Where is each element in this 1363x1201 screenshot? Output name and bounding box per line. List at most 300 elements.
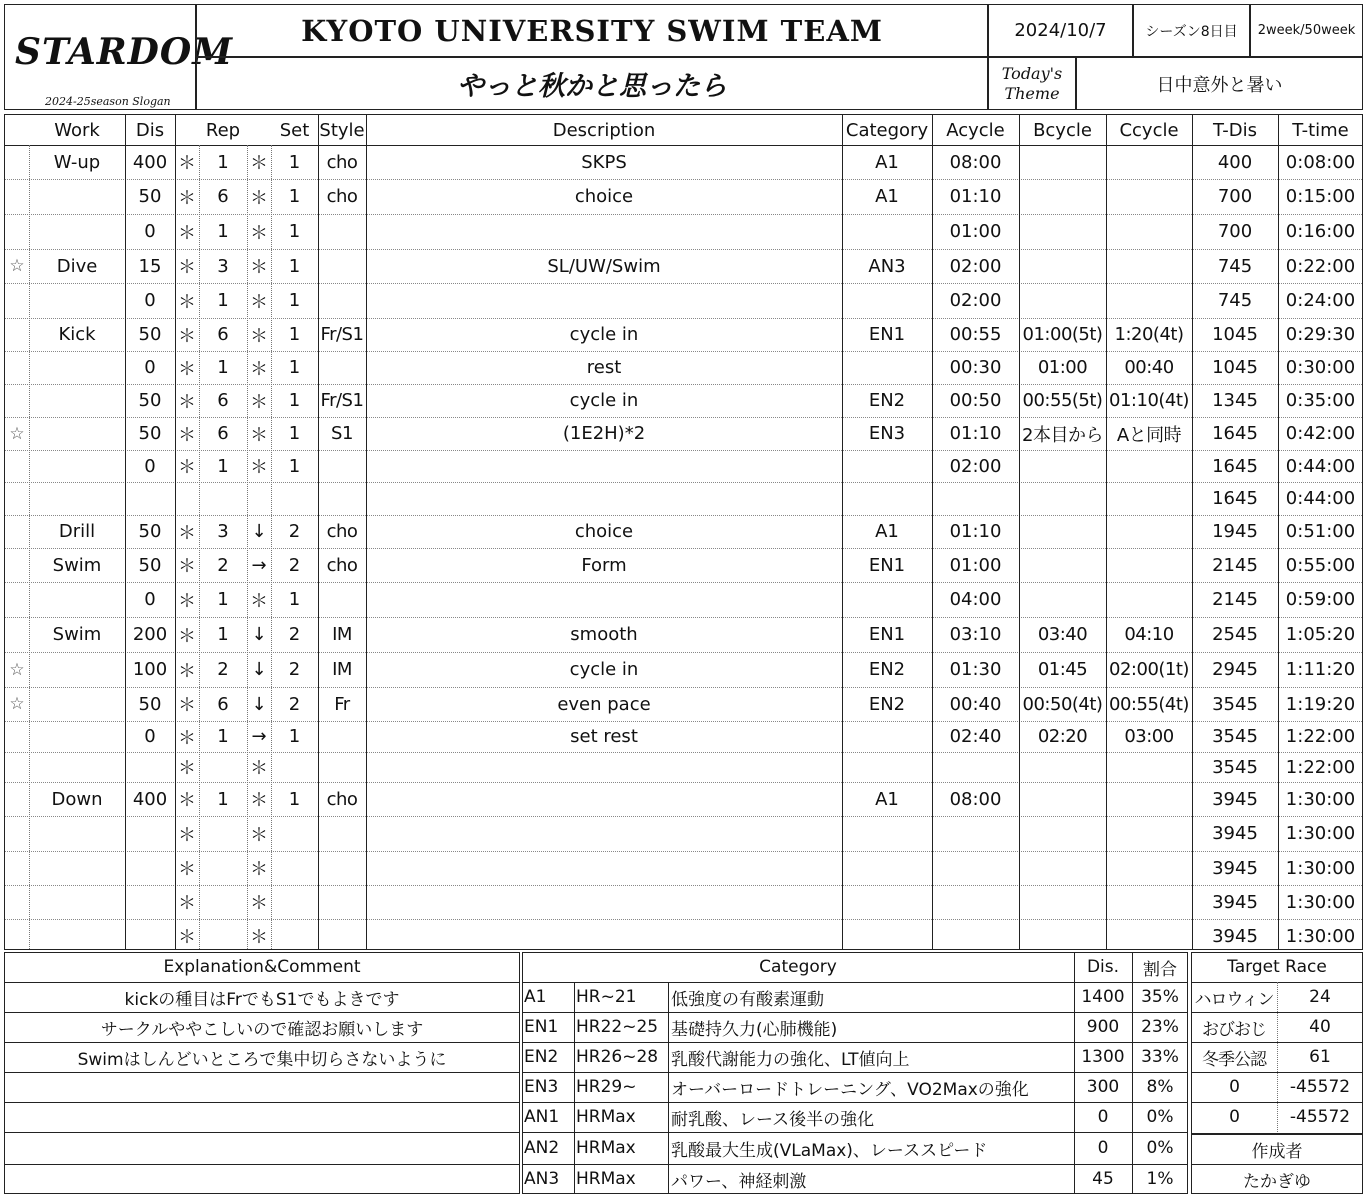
row-19-work	[29, 752, 125, 782]
row-13-a: 01:00	[949, 554, 1002, 576]
row-15-ttime: 1:05:20	[1285, 624, 1356, 645]
row-1-op1: ＊	[178, 153, 196, 174]
row-10-set: 1	[288, 455, 301, 477]
row-20-c	[1106, 782, 1192, 816]
row-20-rep: 1	[217, 788, 229, 810]
target-race-days-2: 40	[1309, 1017, 1331, 1037]
row-9-cat: EN3	[868, 423, 906, 444]
row-22-star	[5, 851, 29, 885]
row-18-star	[5, 721, 29, 752]
grid-line	[4, 1072, 520, 1073]
column-divider	[175, 115, 176, 949]
row-21-star	[5, 816, 29, 851]
row-19-ttime: 1:22:00	[1285, 756, 1356, 778]
row-20-set: 1	[288, 788, 301, 810]
row-11-c	[1106, 482, 1192, 515]
row-9-star: ☆	[9, 423, 25, 444]
row-23-style	[318, 885, 366, 919]
category-desc-EN2: 乳酸代謝能力の強化、LT値向上	[671, 1049, 910, 1070]
row-16-b: 01:45	[1037, 659, 1088, 680]
row-7-b: 01:00	[1037, 357, 1088, 378]
row-6-rep: 6	[217, 324, 229, 345]
row-9-set: 1	[288, 423, 301, 444]
row-6-set: 1	[288, 324, 301, 345]
col-acycle-header: Acycle	[946, 119, 1005, 141]
col-bcycle-header: Bcycle	[1033, 119, 1092, 141]
explanation-title: Explanation&Comment	[163, 957, 361, 977]
row-17-op1: ＊	[178, 695, 196, 716]
row-5-c	[1106, 283, 1192, 318]
row-1-rep: 1	[217, 151, 229, 173]
row-13-work: Swim	[52, 554, 102, 576]
row-3-op1: ＊	[178, 222, 196, 244]
row-8-op2: ＊	[250, 391, 268, 413]
row-20-star	[5, 782, 29, 816]
row-15-style: IM	[332, 624, 352, 645]
category-hr-EN1: HR22~25	[576, 1017, 659, 1037]
row-15-desc: smooth	[570, 624, 638, 645]
row-4-style	[318, 249, 366, 283]
row-22-ttime: 1:30:00	[1285, 857, 1356, 879]
row-10-tdis: 1645	[1212, 455, 1258, 477]
row-8-op1: ＊	[178, 391, 196, 413]
workout-table	[4, 114, 1363, 950]
row-23-a	[932, 885, 1019, 919]
grid-line	[4, 1012, 520, 1013]
row-5-tdis: 745	[1217, 290, 1253, 311]
target-race-name-1: ハロウィン	[1194, 989, 1274, 1010]
row-10-op2: ＊	[250, 457, 268, 478]
row-16-star: ☆	[9, 659, 25, 680]
row-4-ttime: 0:22:00	[1285, 255, 1356, 277]
row-17-op2: ↓	[251, 693, 267, 715]
row-1-tdis: 400	[1217, 151, 1253, 173]
column-divider	[1278, 115, 1279, 949]
row-17-c: 00:55(4t)	[1109, 693, 1189, 715]
category-desc-AN3: パワー、神経刺激	[671, 1171, 807, 1192]
row-24-star	[5, 919, 29, 953]
row-24-style	[318, 919, 366, 953]
row-16-rep: 2	[217, 659, 229, 680]
bottom-section	[4, 952, 1363, 1194]
row-21-cat	[842, 816, 932, 851]
season-week: 2week/50week	[1250, 4, 1363, 57]
season-day: シーズン8日目	[1133, 4, 1250, 57]
row-23-c	[1106, 885, 1192, 919]
row-6-tdis: 1045	[1212, 324, 1258, 345]
row-14-set: 1	[288, 589, 301, 610]
row-11-tdis: 1645	[1212, 488, 1258, 509]
row-10-star	[5, 450, 29, 482]
category-ratio-header: 割合	[1143, 959, 1177, 980]
col-category-header: Category	[845, 119, 929, 141]
row-15-a: 03:10	[949, 624, 1002, 645]
column-divider	[271, 145, 272, 949]
row-21-op1: ＊	[178, 824, 196, 846]
explanation-line-6	[4, 1132, 520, 1162]
row-20-ttime: 1:30:00	[1285, 788, 1356, 810]
team-name: KYOTO UNIVERSITY SWIM TEAM	[196, 4, 988, 57]
row-5-style	[318, 283, 366, 318]
row-24-cat	[842, 919, 932, 953]
row-21-dis	[125, 816, 175, 851]
row-18-op1: ＊	[178, 727, 196, 749]
row-20-op1: ＊	[178, 790, 196, 811]
row-10-dis: 0	[144, 455, 156, 477]
row-12-c	[1106, 515, 1192, 548]
category-desc-AN2: 乳酸最大生成(VLaMax)、レーススピード	[671, 1140, 988, 1161]
row-24-work	[29, 919, 125, 953]
row-18-tdis: 3545	[1212, 726, 1258, 747]
row-22-c	[1106, 851, 1192, 885]
row-19-c	[1106, 752, 1192, 782]
row-14-op2: ＊	[250, 590, 268, 612]
row-17-b: 00:50(4t)	[1022, 693, 1103, 715]
row-2-star	[5, 179, 29, 214]
row-6-desc: cycle in	[569, 324, 639, 345]
row-9-ttime: 0:42:00	[1285, 423, 1356, 444]
row-18-desc: set rest	[570, 726, 638, 747]
row-8-desc: cycle in	[569, 390, 639, 411]
row-3-set: 1	[288, 221, 301, 242]
target-race-name-3: 冬季公認	[1202, 1049, 1266, 1070]
row-11-op1	[175, 482, 199, 515]
col-set-header: Set	[279, 119, 310, 141]
row-3-ttime: 0:16:00	[1285, 221, 1356, 242]
row-12-style: cho	[326, 521, 358, 542]
row-10-desc	[366, 450, 842, 482]
row-14-tdis: 2145	[1212, 589, 1258, 610]
row-6-c: 1:20(4t)	[1114, 324, 1184, 345]
row-17-desc: even pace	[557, 693, 651, 715]
row-21-tdis: 3945	[1212, 823, 1258, 844]
row-17-work	[29, 687, 125, 721]
row-11-cat	[842, 482, 932, 515]
row-9-style: S1	[331, 423, 353, 444]
row-16-desc: cycle in	[569, 659, 639, 680]
row-15-rep: 1	[217, 624, 229, 645]
row-20-style: cho	[326, 788, 358, 810]
category-code-AN2: AN2	[524, 1138, 560, 1158]
row-1-set: 1	[288, 151, 301, 173]
row-19-style	[318, 752, 366, 782]
category-dis-EN3: 300	[1086, 1077, 1120, 1097]
column-divider	[1019, 115, 1020, 949]
row-1-ttime: 0:08:00	[1285, 151, 1356, 173]
row-9-work	[29, 417, 125, 450]
grid-line	[1191, 1164, 1363, 1165]
row-10-ttime: 0:44:00	[1285, 455, 1356, 477]
category-code-AN1: AN1	[524, 1107, 560, 1127]
row-15-dis: 200	[132, 624, 168, 645]
row-1-a: 08:00	[949, 151, 1002, 173]
row-12-desc: choice	[574, 521, 634, 542]
row-24-a	[932, 919, 1019, 953]
row-13-desc: Form	[581, 554, 627, 576]
row-21-work	[29, 816, 125, 851]
grid-line	[1132, 952, 1133, 1194]
row-12-cat: A1	[875, 521, 899, 542]
row-17-dis: 50	[138, 693, 162, 715]
category-ratio-AN2: 0%	[1146, 1138, 1174, 1158]
row-19-star	[5, 752, 29, 782]
row-7-c: 00:40	[1124, 357, 1174, 378]
row-21-rep	[199, 816, 247, 851]
row-19-set	[271, 752, 318, 782]
row-6-a: 00:55	[949, 324, 1002, 345]
row-11-op2	[247, 482, 271, 515]
row-15-cat: EN1	[868, 624, 906, 645]
category-dis-AN1: 0	[1097, 1107, 1109, 1127]
row-24-ttime: 1:30:00	[1285, 925, 1356, 947]
grid-line	[522, 1132, 1188, 1133]
row-1-dis: 400	[132, 151, 168, 173]
row-6-star	[5, 318, 29, 351]
row-7-work	[29, 351, 125, 384]
row-13-op1: ＊	[178, 556, 196, 577]
row-3-a: 01:00	[949, 221, 1002, 242]
col-ccycle-header: Ccycle	[1119, 119, 1179, 141]
category-dis-AN3: 45	[1092, 1169, 1114, 1189]
category-desc-EN1: 基礎持久力(心肺機能)	[671, 1019, 838, 1040]
row-24-tdis: 3945	[1212, 925, 1258, 947]
category-desc-EN3: オーバーロードトレーニング、VO2Maxの強化	[671, 1079, 1029, 1100]
row-3-desc	[366, 214, 842, 249]
row-21-desc	[366, 816, 842, 851]
row-17-ttime: 1:19:20	[1285, 693, 1356, 715]
row-7-cat	[842, 351, 932, 384]
col-rep-header: Rep	[205, 119, 241, 141]
row-13-set: 2	[288, 554, 301, 576]
row-14-work	[29, 582, 125, 617]
row-15-star	[5, 617, 29, 652]
target-race-title: Target Race	[1227, 957, 1327, 977]
row-22-set	[271, 851, 318, 885]
row-18-a: 02:40	[949, 726, 1002, 747]
row-15-work: Swim	[52, 624, 102, 645]
row-23-work	[29, 885, 125, 919]
category-hr-EN2: HR26~28	[576, 1047, 659, 1067]
row-22-op1: ＊	[178, 859, 196, 880]
row-19-a	[932, 752, 1019, 782]
row-7-op2: ＊	[250, 358, 268, 380]
row-4-set: 1	[288, 255, 301, 277]
row-2-style: cho	[326, 186, 358, 207]
row-15-c: 04:10	[1124, 624, 1174, 645]
grid-line	[522, 1042, 1188, 1043]
row-22-rep	[199, 851, 247, 885]
row-24-set	[271, 919, 318, 953]
row-20-a: 08:00	[949, 788, 1002, 810]
row-7-a: 00:30	[949, 357, 1002, 378]
category-ratio-AN1: 0%	[1146, 1107, 1174, 1127]
row-2-set: 1	[288, 186, 301, 207]
row-2-work	[29, 179, 125, 214]
explanation-line-3: Swimはしんどいところで集中切らさないように	[77, 1049, 447, 1070]
row-6-work: Kick	[58, 324, 96, 345]
row-5-star	[5, 283, 29, 318]
row-18-c: 03:00	[1124, 726, 1174, 747]
row-12-tdis: 1945	[1212, 521, 1258, 542]
row-2-op1: ＊	[178, 187, 196, 209]
row-17-rep: 6	[217, 693, 229, 715]
target-race-name-4: 0	[1229, 1077, 1239, 1097]
grid-line	[4, 1102, 520, 1103]
row-9-b: 2本目から	[1022, 424, 1103, 446]
row-6-op2: ＊	[250, 325, 268, 347]
row-6-dis: 50	[138, 324, 162, 345]
row-7-dis: 0	[144, 357, 156, 378]
row-8-b: 00:55(5t)	[1022, 390, 1103, 411]
row-2-c	[1106, 179, 1192, 214]
row-10-b	[1019, 450, 1106, 482]
column-divider	[125, 115, 126, 949]
row-18-b: 02:20	[1037, 726, 1088, 747]
row-12-dis: 50	[138, 521, 162, 542]
row-20-desc	[366, 782, 842, 816]
row-5-b	[1019, 283, 1106, 318]
row-5-dis: 0	[144, 290, 156, 311]
col-description-header: Description	[552, 119, 656, 141]
grid-line	[668, 982, 669, 1194]
row-2-dis: 50	[138, 186, 162, 207]
row-13-ttime: 0:55:00	[1285, 554, 1356, 576]
slogan-text: やっと秋かと思ったら	[196, 57, 988, 110]
row-19-op1: ＊	[178, 758, 196, 779]
column-divider	[247, 145, 248, 949]
row-3-cat	[842, 214, 932, 249]
row-19-rep	[199, 752, 247, 782]
row-1-b	[1019, 145, 1106, 179]
row-18-cat	[842, 721, 932, 752]
target-race-days-5: -45572	[1289, 1107, 1351, 1127]
row-14-ttime: 0:59:00	[1285, 589, 1356, 610]
col-ttime-header: T-time	[1292, 119, 1349, 141]
row-9-rep: 6	[217, 423, 229, 444]
row-23-tdis: 3945	[1212, 891, 1258, 913]
practice-date: 2024/10/7	[988, 4, 1133, 57]
row-12-set: 2	[288, 521, 301, 542]
row-6-b: 01:00(5t)	[1022, 324, 1103, 345]
col-style-header: Style	[319, 119, 365, 141]
category-dis-AN2: 0	[1097, 1138, 1109, 1158]
category-title: Category	[759, 957, 837, 977]
row-4-b	[1019, 249, 1106, 283]
category-code-EN2: EN2	[524, 1047, 559, 1067]
row-13-cat: EN1	[868, 554, 906, 576]
row-9-c: Aと同時	[1116, 424, 1182, 446]
row-14-dis: 0	[144, 589, 156, 610]
row-12-op2: ↓	[251, 521, 267, 542]
slogan-label: 2024-25season Slogan	[45, 95, 171, 108]
row-13-dis: 50	[138, 554, 162, 576]
row-9-dis: 50	[138, 423, 162, 444]
row-7-desc: rest	[586, 357, 622, 378]
row-9-desc: (1E2H)*2	[562, 423, 646, 444]
row-20-op2: ＊	[250, 790, 268, 811]
col-dis-header: Dis	[135, 119, 165, 141]
row-24-op2: ＊	[250, 927, 268, 948]
row-3-style	[318, 214, 366, 249]
target-race-name-5: 0	[1229, 1107, 1239, 1127]
row-8-style: Fr/S1	[320, 390, 364, 411]
row-24-op1: ＊	[178, 927, 196, 948]
row-10-op1: ＊	[178, 457, 196, 478]
row-5-set: 1	[288, 290, 301, 311]
target-race-days-4: -45572	[1289, 1077, 1351, 1097]
row-8-cat: EN2	[868, 390, 906, 411]
row-3-tdis: 700	[1217, 221, 1253, 242]
row-11-rep	[199, 482, 247, 515]
row-23-b	[1019, 885, 1106, 919]
row-14-b	[1019, 582, 1106, 617]
category-dis-A1: 1400	[1081, 987, 1125, 1007]
row-19-op2: ＊	[250, 758, 268, 779]
row-16-op1: ＊	[178, 660, 196, 682]
row-4-desc: SL/UW/Swim	[547, 255, 661, 277]
row-9-op1: ＊	[178, 424, 196, 446]
grid-line	[4, 1164, 520, 1165]
row-21-op2: ＊	[250, 824, 268, 846]
row-7-set: 1	[288, 357, 301, 378]
row-5-cat	[842, 283, 932, 318]
row-19-dis	[125, 752, 175, 782]
column-divider	[932, 115, 933, 949]
row-10-a: 02:00	[949, 455, 1002, 477]
row-13-tdis: 2145	[1212, 554, 1258, 576]
column-divider	[318, 115, 319, 949]
row-24-c	[1106, 919, 1192, 953]
row-7-op1: ＊	[178, 358, 196, 380]
row-11-star	[5, 482, 29, 515]
author-name: たかぎゆ	[1243, 1171, 1311, 1192]
row-17-set: 2	[288, 693, 301, 715]
row-9-tdis: 1645	[1212, 423, 1258, 444]
row-21-a	[932, 816, 1019, 851]
row-5-op2: ＊	[250, 291, 268, 313]
row-1-work: W-up	[53, 151, 101, 173]
column-divider	[199, 145, 200, 949]
row-23-op1: ＊	[178, 893, 196, 914]
theme-value: 日中意外と暑い	[1076, 57, 1363, 110]
row-23-star	[5, 885, 29, 919]
grid-line	[4, 1132, 520, 1133]
column-divider	[29, 145, 30, 949]
row-7-style	[318, 351, 366, 384]
row-5-a: 02:00	[949, 290, 1002, 311]
row-6-cat: EN1	[868, 324, 906, 345]
category-hr-AN1: HRMax	[576, 1107, 636, 1127]
row-19-b	[1019, 752, 1106, 782]
row-15-op2: ↓	[251, 624, 267, 645]
row-13-rep: 2	[217, 554, 229, 576]
row-18-work	[29, 721, 125, 752]
row-10-c	[1106, 450, 1192, 482]
row-22-style	[318, 851, 366, 885]
row-2-tdis: 700	[1217, 186, 1253, 207]
row-23-set	[271, 885, 318, 919]
grid-line	[4, 982, 520, 983]
row-8-rep: 6	[217, 390, 229, 411]
row-15-op1: ＊	[178, 625, 196, 647]
row-4-work: Dive	[56, 255, 98, 277]
column-divider	[1192, 115, 1193, 949]
row-18-set: 1	[288, 726, 301, 747]
row-1-cat: A1	[875, 151, 899, 173]
row-22-desc	[366, 851, 842, 885]
row-14-desc	[366, 582, 842, 617]
theme-label	[988, 57, 1076, 110]
